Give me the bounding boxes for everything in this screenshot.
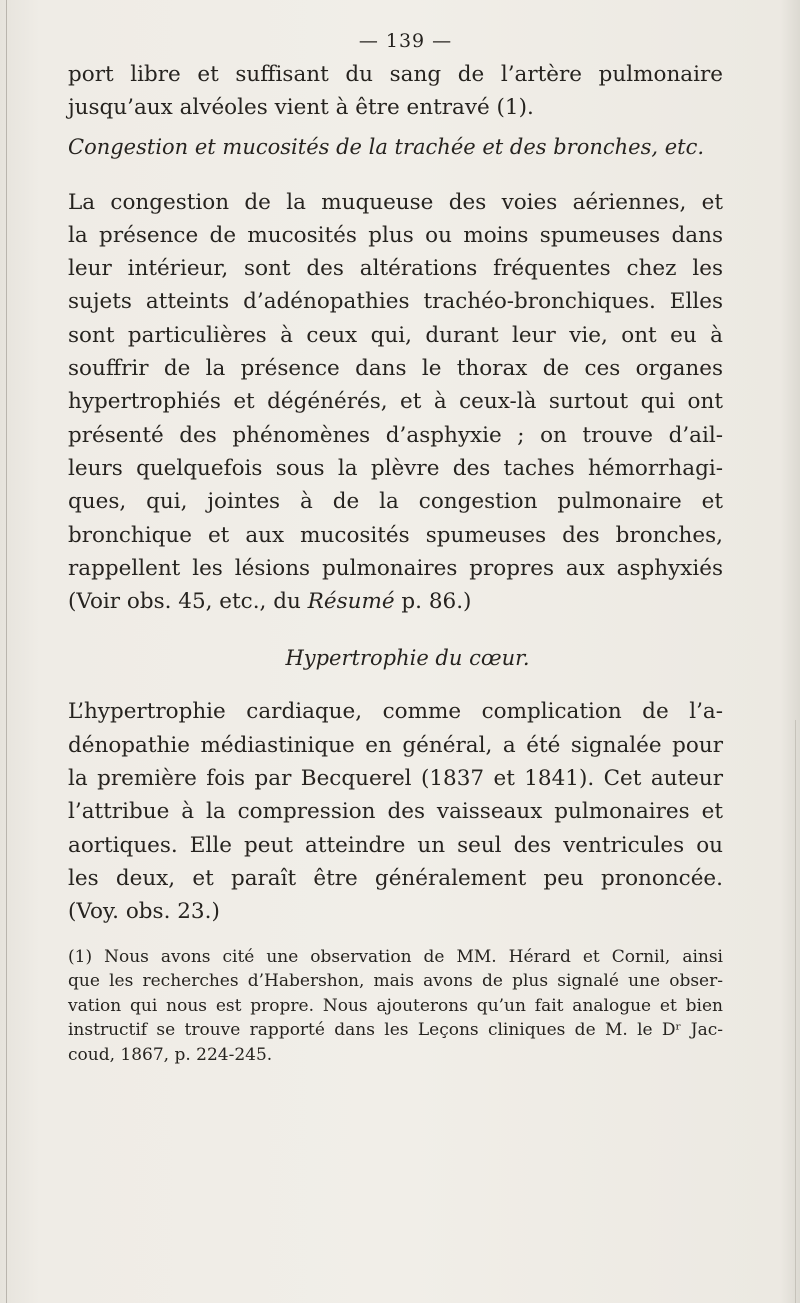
page-number: — 139 —	[358, 30, 453, 52]
footnote-line: (1) Nous avons cité une observation de MM. Hérard et Cornil, ainsi	[68, 946, 723, 967]
text-line: la présence de mucosités plus ou moins spumeuses dans	[68, 222, 723, 248]
text-line	[68, 585, 723, 618]
text-block	[68, 30, 723, 1067]
intro-paragraph	[68, 58, 723, 125]
text-line: présenté des phénomènes d’asphyxie ; on trouve d’ail-	[68, 422, 723, 448]
reference-page: p. 86.)	[394, 589, 472, 615]
text-line: les deux, et paraît être généralement peu prononcée.	[68, 865, 723, 891]
text-line: bronchique et aux mucosités spumeuses des bronches,	[68, 522, 723, 548]
section-heading-hypertrophie: Hypertrophie du cœur.	[285, 646, 530, 671]
footnote	[68, 945, 723, 1068]
text-line: jusqu’aux alvéoles vient à être entravé (1).	[68, 95, 534, 121]
text-line: (Voy. obs. 23.)	[68, 899, 220, 925]
text-line: aortiques. Elle peut atteindre un seul des ventricules ou	[68, 832, 723, 858]
section-heading-congestion: Congestion et mucosités de la trachée et des bronches, etc.	[68, 134, 705, 159]
reference-text: (Voir obs. 45, etc., du	[68, 589, 308, 615]
text-line: leurs quelquefois sous la plèvre des taches hémorrhagi-	[68, 455, 723, 481]
footnote-line: instructif se trouve rapporté dans les Leçons cliniques de M. le Dʳ Jac-	[68, 1020, 723, 1041]
text-line: la première fois par Becquerel (1837 et 1841). Cet auteur	[68, 766, 723, 792]
text-line: l’attribue à la compression des vaisseaux pulmonaires et	[68, 799, 723, 825]
text-line: leur intérieur, sont des altérations fréquentes chez les	[68, 256, 723, 282]
text-line: rappellent les lésions pulmonaires propres aux asphyxiés	[68, 555, 723, 581]
text-line: L’hypertrophie cardiaque, comme complication de l’a-	[68, 699, 723, 725]
text-line: hypertrophiés et dégénérés, et à ceux-là surtout qui ont	[68, 389, 723, 415]
resume-reference: Résumé	[307, 589, 395, 615]
text-line: sont particulières à ceux qui, durant leur vie, ont eu à	[68, 322, 723, 348]
footnote-line: vation qui nous est propre. Nous ajouterons qu’un fait analogue et bien	[68, 995, 723, 1016]
hypertrophie-paragraph	[68, 695, 723, 928]
page-edge-right	[795, 720, 796, 1303]
text-line: sujets atteints d’adénopathies trachéo-bronchiques. Elles	[68, 289, 723, 315]
text-line: ques, qui, jointes à de la congestion pulmonaire et	[68, 489, 723, 515]
congestion-paragraph	[68, 186, 723, 619]
footnote-line: coud, 1867, p. 224-245.	[68, 1044, 273, 1065]
text-line: dénopathie médiastinique en général, a été signalée pour	[68, 732, 723, 758]
footnote-line: que les recherches d’Habershon, mais avons de plus signalé une obser-	[68, 971, 723, 992]
page-edge-left	[6, 0, 7, 1303]
text-line: La congestion de la muqueuse des voies aériennes, et	[68, 189, 723, 215]
text-line: souffrir de la présence dans le thorax de ces organes	[68, 356, 723, 382]
text-line: port libre et suffisant du sang de l’artère pulmonaire	[68, 62, 723, 87]
